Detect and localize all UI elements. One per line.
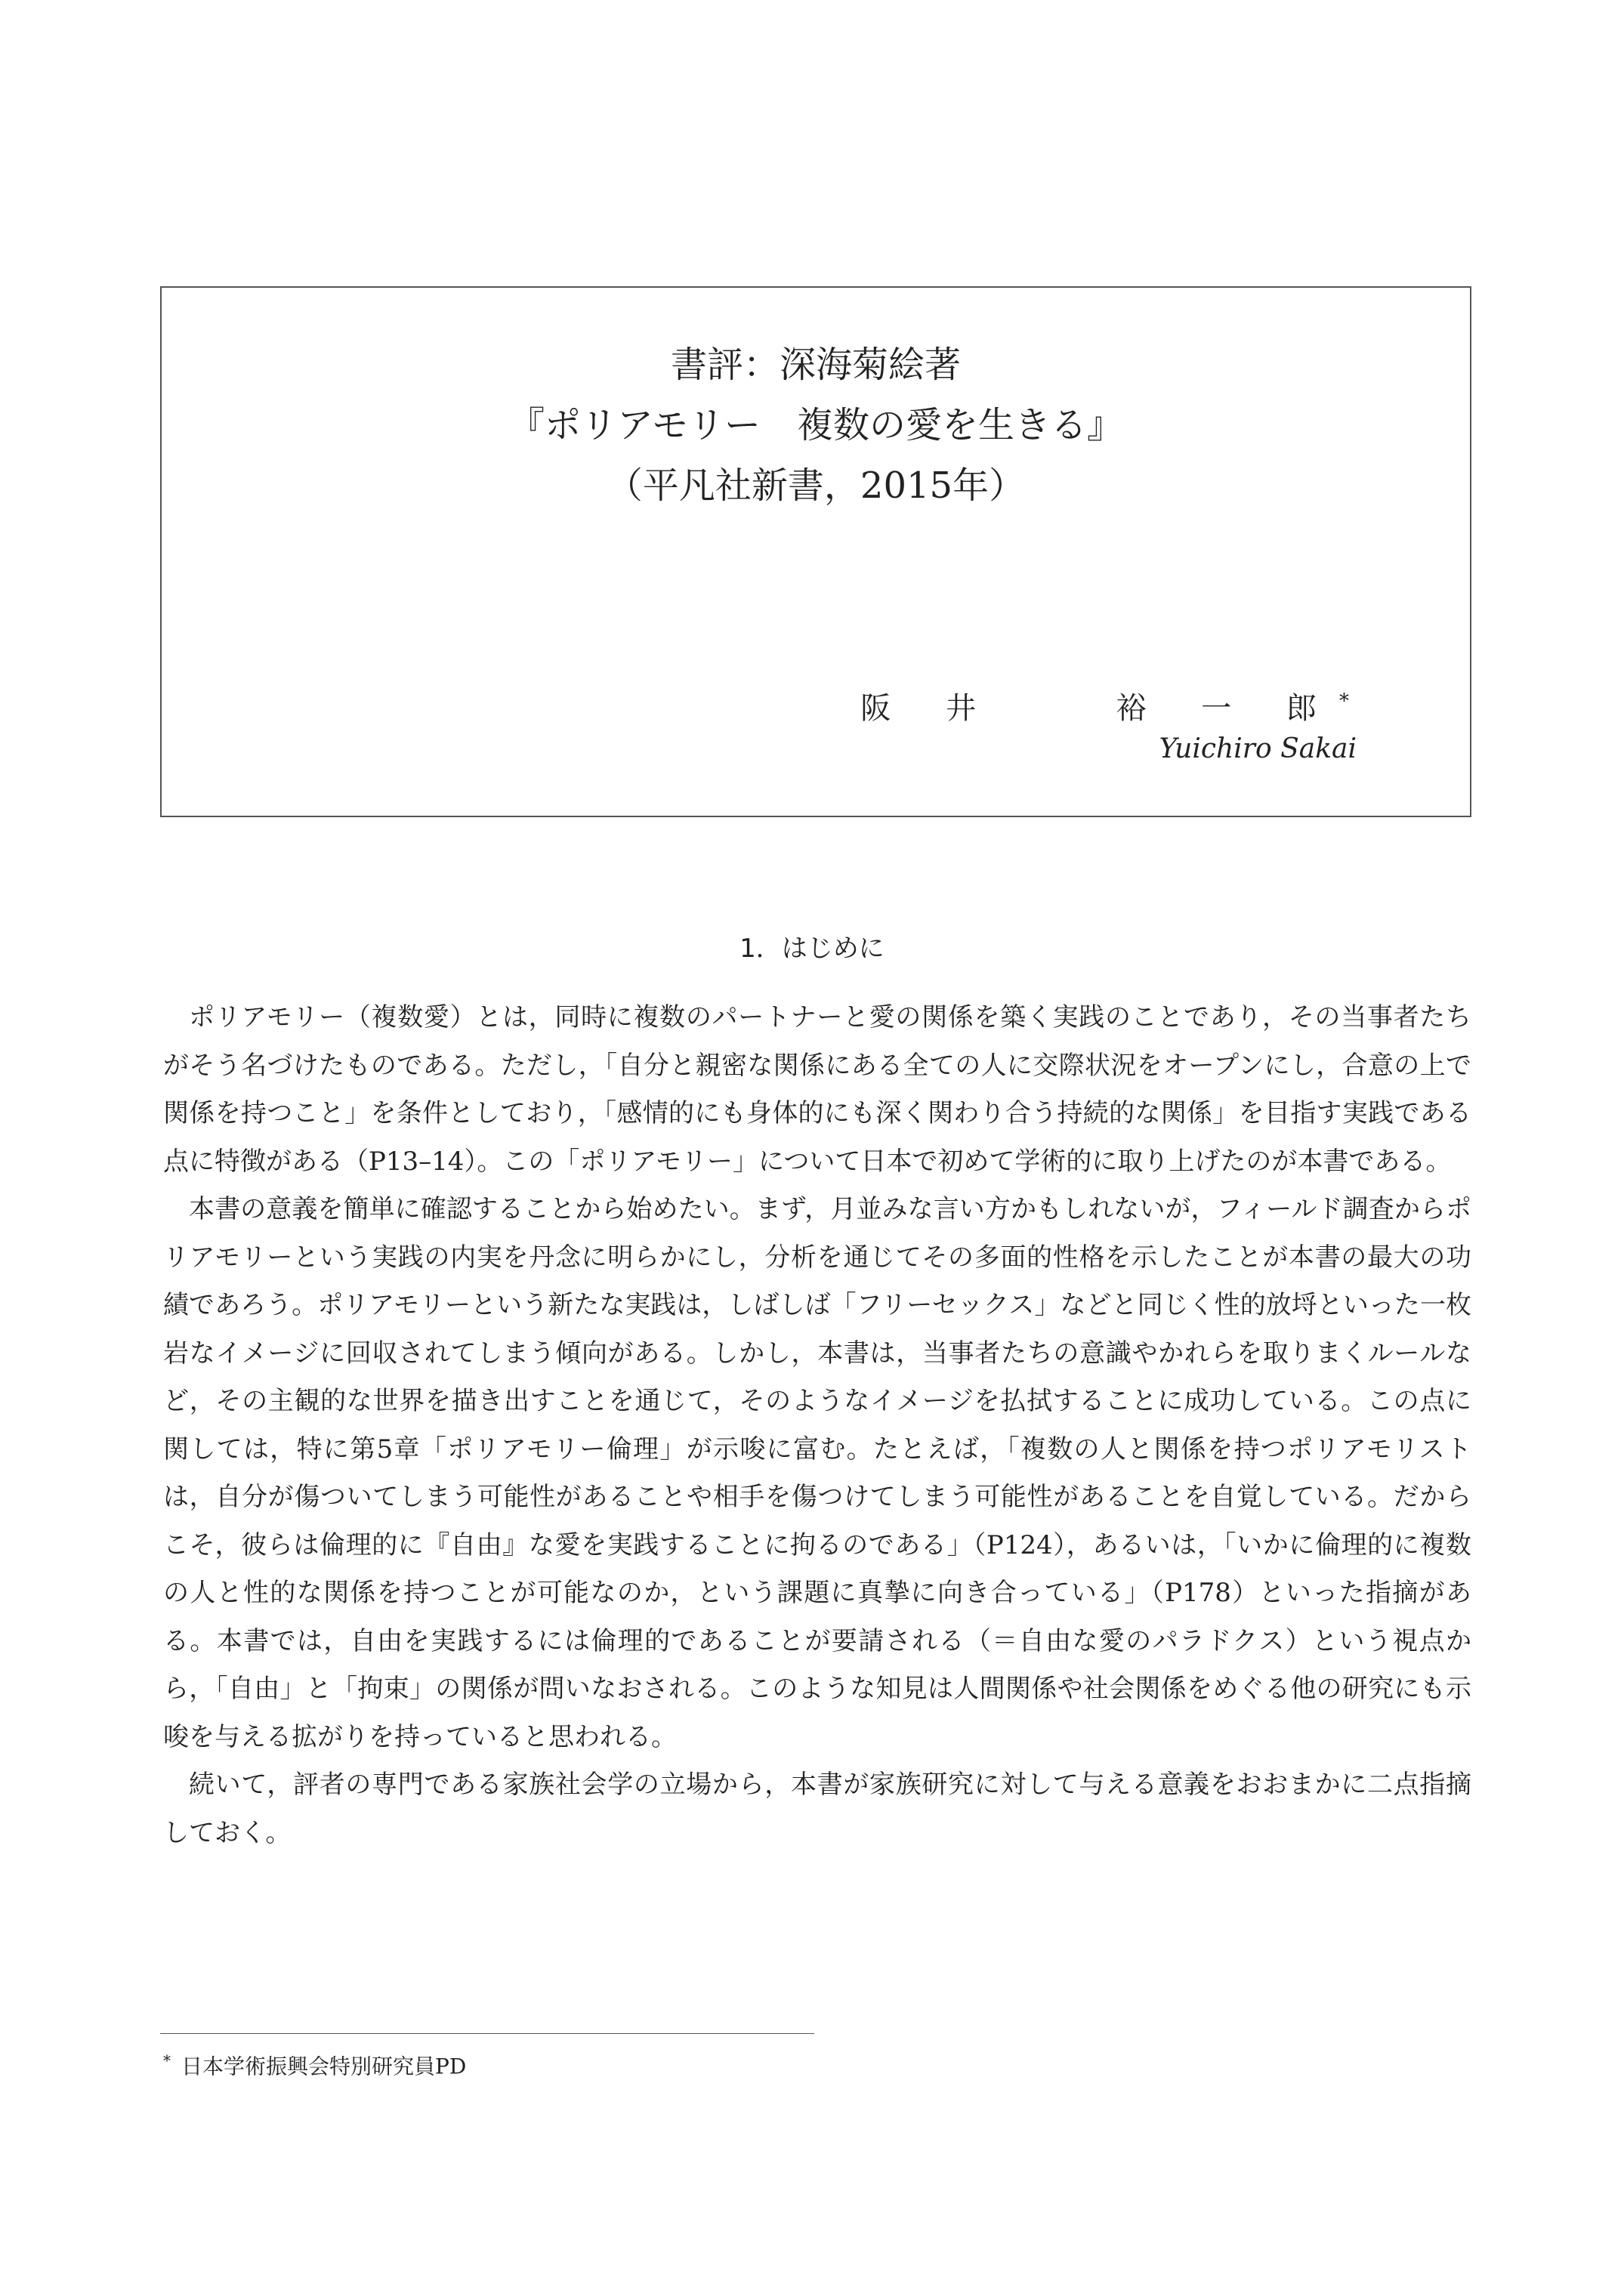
footnote-mark: * [163,2051,171,2069]
title-box [160,286,1471,817]
body-text [163,994,1471,1857]
author-name-en: Yuichiro Sakai [1159,733,1357,764]
author-name-jp-text: 阪 井 裕 一 郎 [860,691,1339,726]
paragraph: 続いて，評者の専門である家族社会学の立場から，本書が家族研究に対して与える意義をおおまかに二点指摘しておく。 [163,1770,1471,1848]
paragraph: 本書の意義を簡単に確認することから始めたい。まず，月並みな言い方かもしれないが，フィールド調査からポリアモリーという実践の内実を丹念に明らかにし，分析を通じてその多面的性格を示したことが本書の最大の功績であろう。ポリアモリーという新たな実践は，しばしば「フリーセックス」などと同じく性的放埒といった一枚岩なイメージに回収されてしまう傾向がある。しかし，本書は，当事者たちの意識やかれらを取りまくルールなど，その主観的な世界を描き出すことを通じて，そのようなイメージを払拭することに成功している。この点に関しては，特に第5章「ポリアモリー倫理」が示唆に富む。たとえば，「複数の人と関係を持つポリアモリストは，自分が傷ついてしまう可能性があることや相手を傷つけてしまう可能性があることを自覚している。だからこそ，彼らは倫理的に『自由』な愛を実践することに拘るのである」（P124），あるいは，「いかに倫理的に複数の人と性的な関係を持つことが可能なのか，という課題に真摯に向き合っている」（P178）といった指摘がある。本書では，自由を実践するには倫理的であることが要請される（＝自由な愛のパラドクス）という視点から，「自由」と「拘束」の関係が問いなおされる。このような知見は人間関係や社会関係をめぐる他の研究にも示唆を与える拡がりを持っていると思われる。 [163,1194,1471,1752]
footnote-text: 日本学術振興会特別研究員PD [181,2054,467,2079]
book-publisher: （平凡社新書，2015年） [606,464,1026,507]
book-title: 『ポリアモリー 複数の愛を生きる』 [508,404,1124,446]
review-title: 書評：深海菊絵著 [670,344,961,386]
footnote [163,2045,466,2082]
footnote-divider [160,2033,814,2034]
author-footnote-mark: * [1339,690,1349,713]
paragraph: ポリアモリー（複数愛）とは，同時に複数のパートナーと愛の関係を築く実践のことであり，その当事者たちがそう名づけたものである。ただし，「自分と親密な関係にある全ての人に交際状況をオープンにし，合意の上で関係を持つこと」を条件としており，「感情的にも身体的にも深く関わり合う持続的な関係」を目指す実践である点に特徴がある（P13–14）。この「ポリアモリー」について日本で初めて学術的に取り上げたのが本書である。 [163,1002,1471,1177]
section-heading: 1．はじめに [739,934,885,964]
author-name-jp [860,684,1349,727]
